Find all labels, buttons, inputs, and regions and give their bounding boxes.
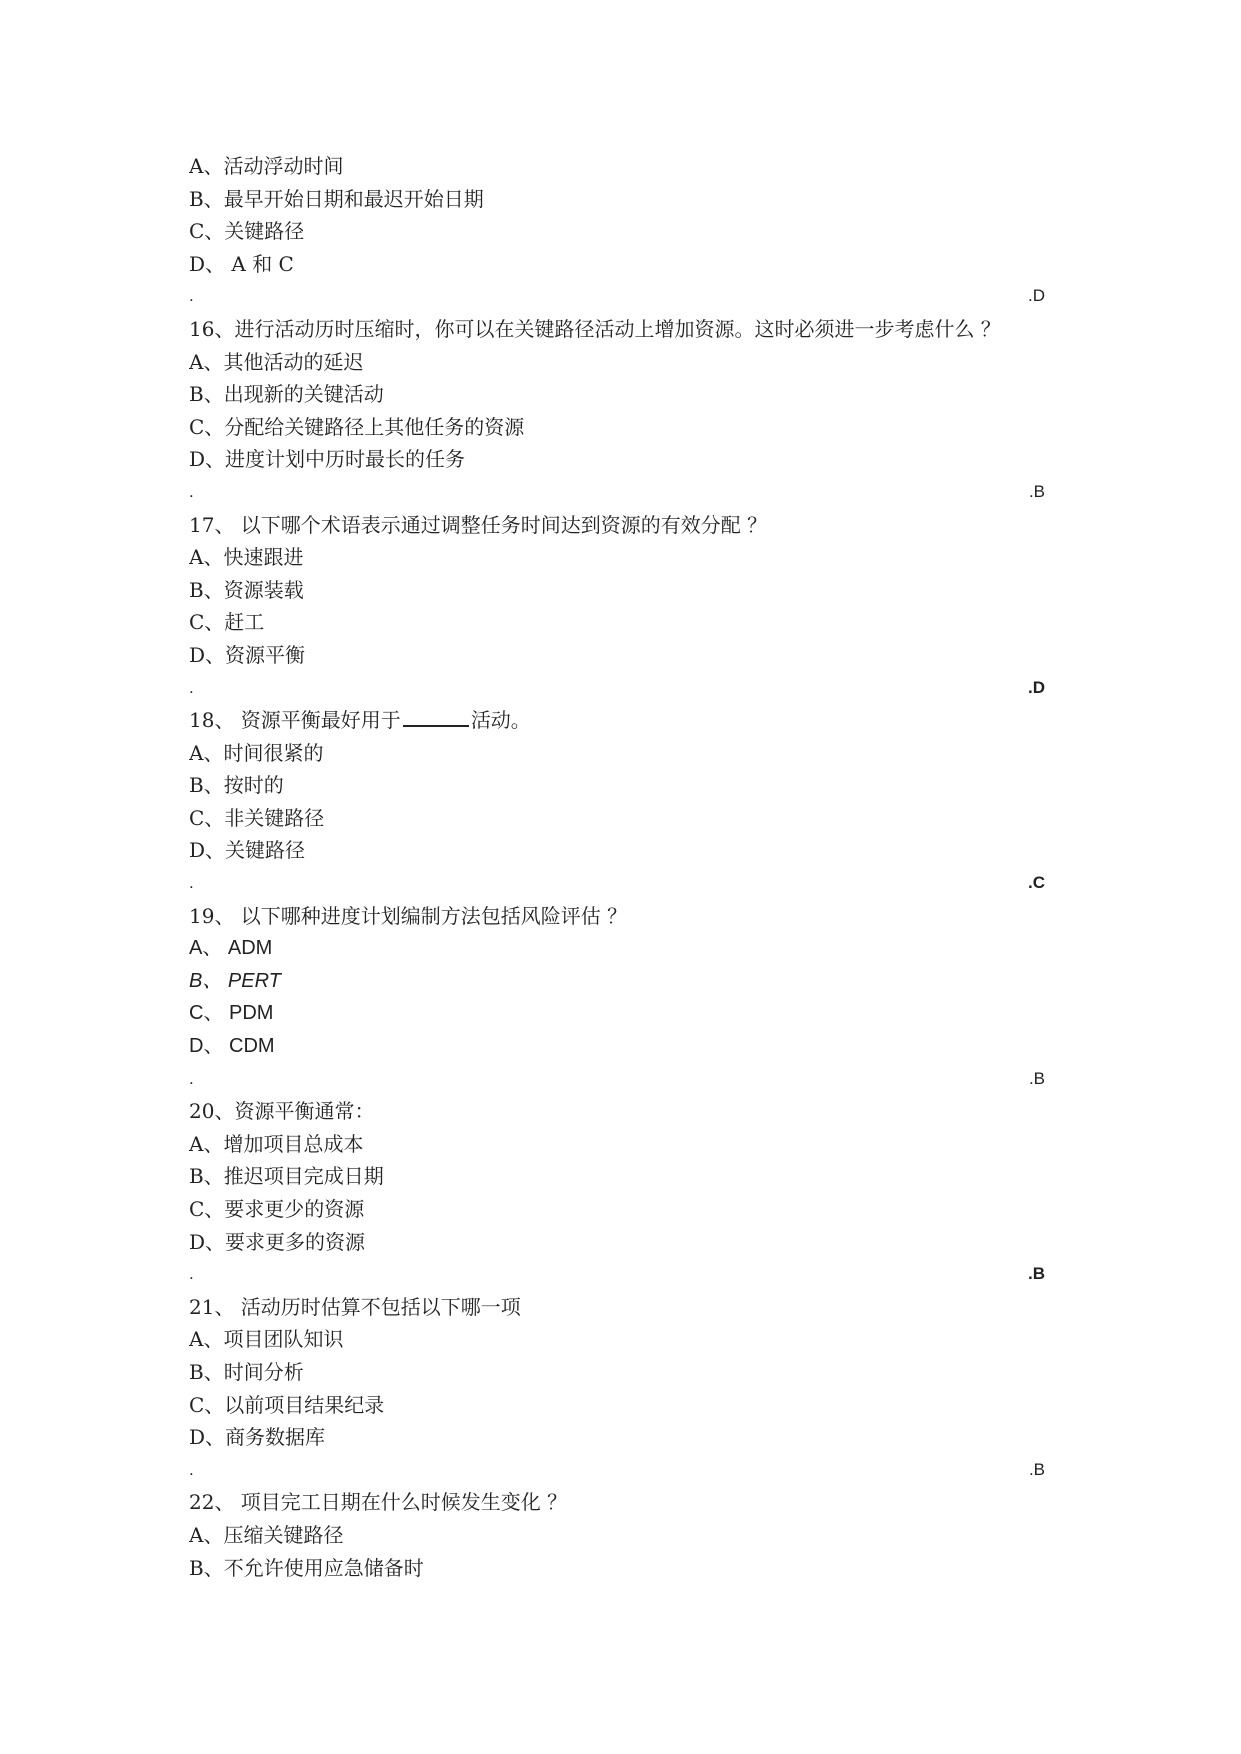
option-d: D、要求更多的资源 (189, 1229, 366, 1254)
answer-dot: . (189, 1264, 194, 1284)
option-c: C、非关键路径 (189, 805, 325, 830)
answer-row (189, 867, 1045, 900)
option-c: C、分配给关键路径上其他任务的资源 (189, 414, 525, 439)
answer-label: .B (1028, 1264, 1045, 1284)
answer-row (189, 672, 1045, 705)
question-16: 16、进行活动历时压缩时，你可以在关键路径活动上增加资源。这时必须进一步考虑什么 ？ (189, 316, 1001, 341)
answer-row (189, 476, 1045, 509)
option-c: C、 PDM (189, 1002, 274, 1025)
option-a: A、时间很紧的 (189, 740, 324, 765)
answer-dot: . (189, 286, 194, 306)
answer-row (189, 1258, 1045, 1291)
option-c: C、以前项目结果纪录 (189, 1392, 385, 1417)
question-19: 19、 以下哪种进度计划编制方法包括风险评估 ？ (189, 903, 628, 928)
answer-dot: . (189, 677, 194, 697)
question-17: 17、 以下哪个术语表示通过调整任务时间达到资源的有效分配 ？ (189, 512, 768, 537)
question-21: 21、 活动历时估算不包括以下哪一项 (189, 1294, 521, 1319)
question-18-text-after: 活动。 (470, 708, 531, 733)
option-d: D、资源平衡 (189, 642, 306, 667)
answer-label: .C (1028, 873, 1045, 893)
option-a: A、其他活动的延迟 (189, 349, 364, 374)
answer-dot: . (189, 481, 194, 501)
option-a: A、快速跟进 (189, 545, 304, 570)
question-20: 20、资源平衡通常： (189, 1099, 375, 1124)
answer-label: .D (1028, 286, 1045, 306)
answer-row (189, 280, 1045, 313)
option-a: A、压缩关键路径 (189, 1522, 344, 1547)
fill-in-blank (403, 705, 469, 727)
answer-label: .B (1028, 1459, 1045, 1479)
question-22: 22、 项目完工日期在什么时候发生变化 ？ (189, 1490, 568, 1515)
option-c: C、关键路径 (189, 219, 305, 244)
option-a: A、 ADM (189, 937, 273, 960)
answer-row (189, 1454, 1045, 1487)
answer-dot: . (189, 873, 194, 893)
option-b: B、 PERT (189, 969, 281, 992)
option-b: B、按时的 (189, 773, 284, 798)
option-d: D、 CDM (189, 1035, 275, 1058)
answer-dot: . (189, 1068, 194, 1088)
answer-label: .B (1028, 481, 1045, 501)
question-18 (189, 704, 1045, 737)
answer-row (189, 1063, 1045, 1096)
option-d: D、关键路径 (189, 838, 306, 863)
option-c: C、要求更少的资源 (189, 1197, 365, 1221)
option-d: D、进度计划中历时最长的任务 (189, 447, 466, 472)
answer-dot: . (189, 1459, 194, 1479)
question-list (189, 150, 1045, 1584)
option-b: B、资源装载 (189, 577, 304, 602)
option-b: B、推迟项目完成日期 (189, 1164, 384, 1189)
option-b: B、最早开始日期和最迟开始日期 (189, 186, 484, 211)
option-b: B、出现新的关键活动 (189, 382, 384, 407)
answer-label: .B (1028, 1068, 1045, 1088)
option-d: D、商务数据库 (189, 1425, 326, 1450)
option-a: A、活动浮动时间 (189, 154, 344, 178)
option-a: A、项目团队知识 (189, 1327, 344, 1352)
option-b: B、时间分析 (189, 1359, 304, 1384)
option-a: A、增加项目总成本 (189, 1131, 364, 1156)
question-18-text-before: 18、 资源平衡最好用于 (189, 708, 401, 733)
option-d: D、 A 和 C (189, 251, 294, 276)
option-b: B、不允许使用应急储备时 (189, 1555, 424, 1580)
option-c: C、赶工 (189, 610, 265, 635)
answer-label: .D (1028, 677, 1045, 697)
